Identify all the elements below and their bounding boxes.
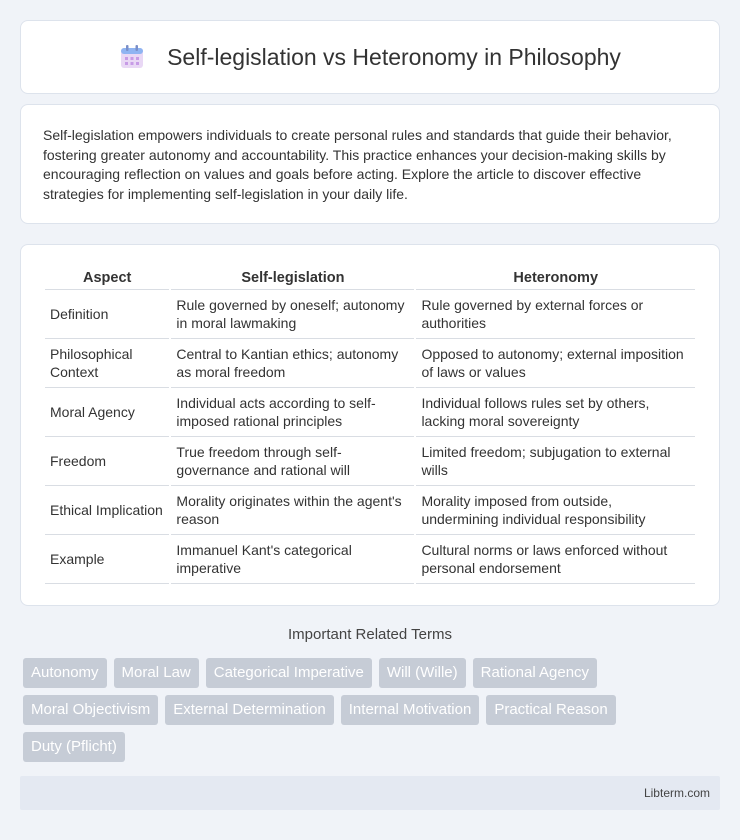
cell-aspect: Freedom [45, 437, 169, 486]
tag-duty-pflicht[interactable]: Duty (Pflicht) [23, 732, 125, 762]
calendar-icon [119, 44, 145, 70]
table-header-row [45, 265, 695, 290]
table-row [45, 535, 695, 584]
tag-will-wille[interactable]: Will (Wille) [379, 658, 466, 688]
table-row [45, 388, 695, 437]
cell-heteronomy: Cultural norms or laws enforced without personal endorsement [416, 535, 695, 584]
tag-moral-law[interactable]: Moral Law [114, 658, 199, 688]
cell-aspect: Ethical Implication [45, 486, 169, 535]
tag-categorical-imperative[interactable]: Categorical Imperative [206, 658, 372, 688]
intro-card [20, 104, 720, 224]
tag-external-determination[interactable]: External Determination [165, 695, 334, 725]
table-row [45, 437, 695, 486]
tag-autonomy[interactable]: Autonomy [23, 658, 107, 688]
cell-self-legislation: Morality originates within the agent's reason [171, 486, 414, 535]
related-terms-list [23, 658, 723, 769]
table-row [45, 486, 695, 535]
footer-site-link[interactable]: Libterm.com [643, 786, 710, 800]
tag-practical-reason[interactable]: Practical Reason [486, 695, 615, 725]
header-self-legislation: Self-legislation [171, 265, 414, 290]
tag-internal-motivation[interactable]: Internal Motivation [341, 695, 480, 725]
footer [20, 776, 720, 810]
cell-heteronomy: Opposed to autonomy; external imposition of laws or values [416, 339, 695, 388]
cell-heteronomy: Individual follows rules set by others, lacking moral sovereignty [416, 388, 695, 437]
cell-self-legislation: Immanuel Kant's categorical imperative [171, 535, 414, 584]
cell-heteronomy: Limited freedom; subjugation to external wills [416, 437, 695, 486]
cell-self-legislation: Central to Kantian ethics; autonomy as moral freedom [171, 339, 414, 388]
comparison-table [43, 265, 697, 584]
related-terms-title: Important Related Terms [288, 626, 452, 643]
tag-rational-agency[interactable]: Rational Agency [473, 658, 597, 688]
comparison-card [20, 244, 720, 606]
cell-heteronomy: Rule governed by external forces or authorities [416, 290, 695, 339]
cell-self-legislation: Rule governed by oneself; autonomy in moral lawmaking [171, 290, 414, 339]
title-card [20, 20, 720, 94]
cell-self-legislation: True freedom through self-governance and rational will [171, 437, 414, 486]
cell-aspect: Definition [45, 290, 169, 339]
page-title: Self-legislation vs Heteronomy in Philosophy [167, 43, 621, 70]
table-row [45, 339, 695, 388]
tag-moral-objectivism[interactable]: Moral Objectivism [23, 695, 158, 725]
intro-paragraph: Self-legislation empowers individuals to create personal rules and standards that guide their behavior, fostering greater autonomy and accountability. This practice enhances your decision-making skills by encouraging reflection on values and goals before acting. Explore the article to discover effective strategies for implementing self-legislation in your daily life. [43, 127, 672, 202]
cell-aspect: Philosophical Context [45, 339, 169, 388]
header-aspect: Aspect [45, 265, 169, 290]
cell-aspect: Moral Agency [45, 388, 169, 437]
cell-heteronomy: Morality imposed from outside, undermining individual responsibility [416, 486, 695, 535]
cell-self-legislation: Individual acts according to self-imposed rational principles [171, 388, 414, 437]
table-row [45, 290, 695, 339]
header-heteronomy: Heteronomy [416, 265, 695, 290]
cell-aspect: Example [45, 535, 169, 584]
